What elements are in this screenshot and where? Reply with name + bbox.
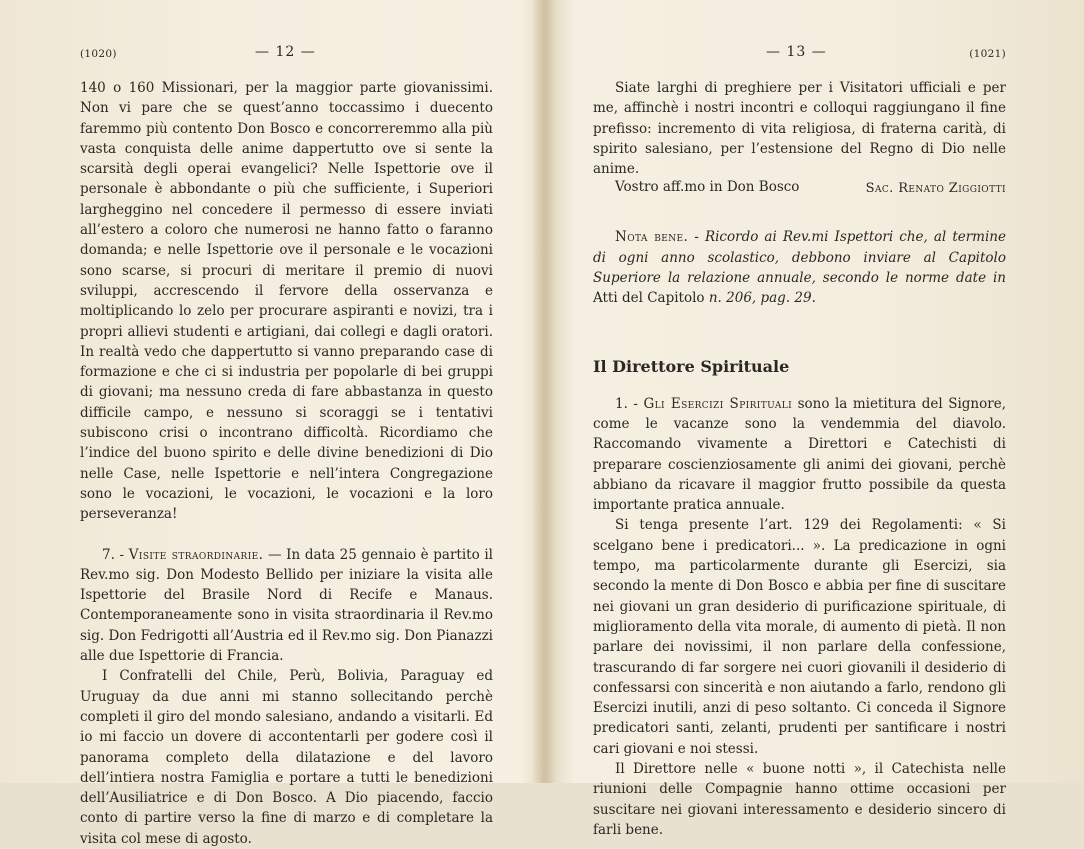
nota-bene-label: Nota bene. [615,229,689,246]
vocations-paragraph: 140 o 160 Missionari, per la maggior parte giovanissimi. Non vi pare che se quest’anno toccassimo i duecento faremmo più contento Don Bosco e concorreremmo alla più vasta conquista delle anime dappertutto ove si sente la scarsità degli operai evangelici? Nelle Ispettorie ove il personale è abbondante o più che sufficiente, i Superiori largheggino nel concedere il permesso di essere inviati all’estero a coloro che numerosi ne hanno fatto o faranno domanda; e nelle Ispettorie ove il personale e le vocazioni sono scarse, si procuri di meritare il premio di nuovi sviluppi, accrescendo il fervore della osservanza e moltiplicando lo zelo per procurare aspiranti e novizi, tra i propri allievi studenti e artigiani, dai collegi e dagli oratori. In realtà vedo che dappertutto si vanno preparando case di formazione e che ci si industria per popolarle di bei gruppi di giovani; ma nessuno creda di fare abbastanza in questo difficile campo, e nessuno si scoraggi se i tentativi subiscono crisi o incontrano difficoltà. Ricordiamo che l’indice del buono spirito e delle divine benedizioni di Dio nelle Case, nelle Ispettorie e nell’intera Congregazione sono le vocazioni, le vocazioni, le vocazioni e la loro perseveranza! [80,80,493,523]
left-page [80,0,493,847]
closing-line: Vostro aff.mo in Don Bosco [615,179,800,196]
right-page [593,0,1006,838]
nota-atti: Atti [593,290,618,307]
section-7-text: — In data 25 gennaio è partito il Rev.mo sig. Don Modesto Bellido per iniziare la visita alle Ispettorie del Brasile Nord di Recife e Manaus. Contemporaneamente sono in visita straordinaria il Rev.mo sig. Don Fedrigotti all’Austria ed il Rev.mo sig. Don Pianazzi alle due Ispettorie di Francia. [80,546,493,665]
right-page-body [593,78,1006,840]
nota-italic-text: - Ricordo ai Rev.mi Ispettori che, al termine di ogni anno scolastico, debbono inviare al Capitolo Superiore la relazione annuale, secondo le norme date in [593,229,1006,287]
right-page-folio: (1021) [969,48,1006,60]
item-1-paragraph [593,394,1006,516]
regolamenti-paragraph: Si tenga presente l’art. 129 dei Regolamenti: « Si scelgano bene i predicatori... ». La predicazione in ogni tempo, ma particolarmente durante gli Esercizi, sia secondo la mente di Don Bosco e abbia per fine di suscitare nei giovani un gran desiderio di purificazione spirituale, di miglioramento della vita morale, di aumento di pietà. Il non parlare dei novissimi, il non parlare della confessione, trascurando di far sorgere nei cuori giovanili il desiderio di confessarsi con sincerità e non aiutando a farlo, rendono gli Esercizi inutili, anzi di peso soltanto. Ci conceda il Signore predicatori santi, zelanti, prudenti per santificare i nostri cari giovani e noi stessi. [593,517,1006,757]
confratelli-paragraph: I Confratelli del Chile, Perù, Bolivia, Paraguay ed Uruguay da due anni mi stanno sollecitando perchè completi il giro del mondo salesiano, andando a visitarli. Ed io mi faccio un dovere di accontentarli per godere così il panorama completo della dilatazione e del lavoro dell’intiera nostra Famiglia e portare a tutti le benedizioni dell’Ausiliatrice e di Don Bosco. A Dio piacendo, faccio conto di partire verso la fine di marzo e di completare la visita col mese di agosto. [80,668,493,847]
section-7-paragraph [80,545,493,667]
left-page-folio: (1020) [80,48,117,60]
book-gutter [532,0,556,783]
signature-row [593,179,1006,199]
section-heading: Il Direttore Spirituale [593,356,790,376]
signature: Sac. Renato Ziggiotti [865,181,1006,197]
prayer-paragraph: Siate larghi di preghiere per i Visitatori ufficiali e per me, affinchè i nostri incontri e colloqui raggiungano il fine prefisso: incremento di vita religiosa, di fraterna carità, di spirito salesiano, per l’estensione del Regno di Dio nelle anime. [593,80,1006,178]
left-page-number: — 12 — [255,44,316,60]
nota-reference: n. 206, pag. 29. [708,290,816,307]
nota-capitolo: del Capitolo [621,290,705,307]
section-7-number: 7. - [102,546,125,563]
left-page-header [80,44,493,66]
item-1-title: Gli Esercizi Spirituali [643,395,793,412]
nota-bene-paragraph [593,227,1006,308]
item-1-number: 1. - [615,395,638,412]
right-page-number: — 13 — [766,44,827,60]
buone-notti-paragraph: Il Direttore nelle « buone notti », il Catechista nelle riunioni delle Compagnie hanno ottime occasioni per suscitare nei giovani interessamento e desiderio sincero di farli bene. [593,761,1006,838]
left-page-body [80,78,493,849]
section-7-title: Visite straordinarie. [128,546,264,563]
right-page-header [593,44,1006,66]
item-1-text: sono la mietitura del Signore, come le vacanze sono la vendemmia del diavolo. Raccomando vivamente a Direttori e Catechisti di preparare coscienziosamente gli animi dei giovani, perchè abbiano da ricavare il maggior frutto possibile da questa importante pratica annuale. [593,395,1006,514]
paragraph-gap [80,525,493,545]
